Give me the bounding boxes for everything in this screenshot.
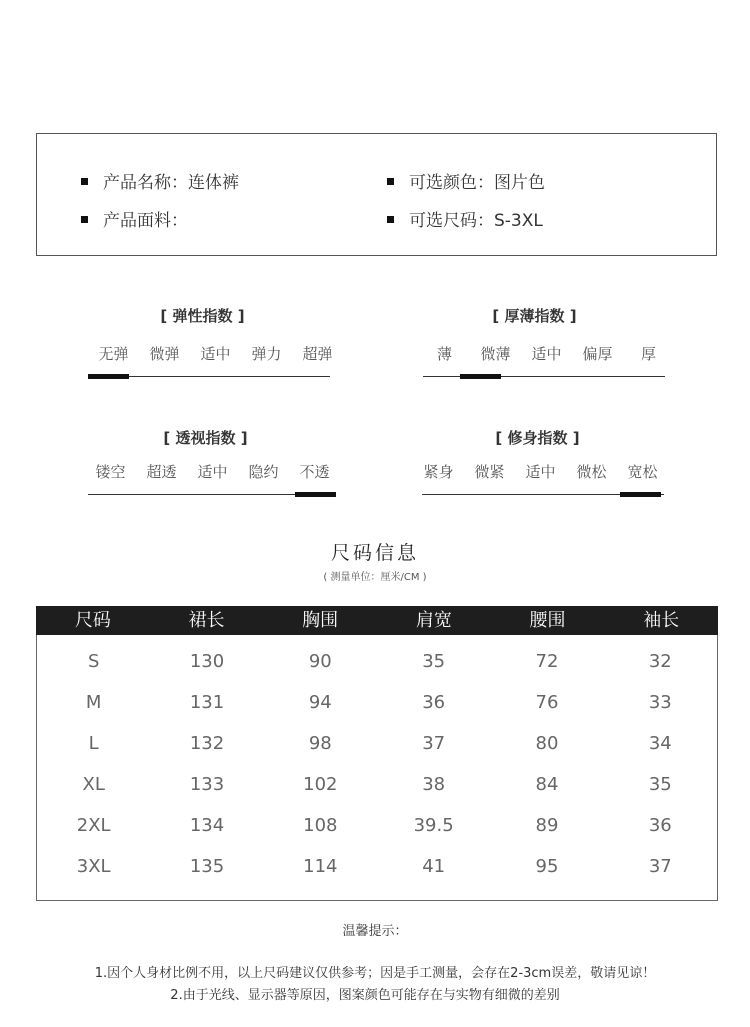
thickness-scale [419, 343, 674, 364]
table-cell: 131 [189, 692, 225, 713]
fit-scale [413, 461, 668, 482]
product-name: 产品名称：连体裤 [103, 173, 239, 193]
transparency-option: 超透 [146, 463, 177, 481]
table-cell: 94 [308, 692, 332, 713]
table-cell: 135 [189, 856, 225, 877]
table-cell: 89 [535, 815, 559, 836]
table-cell: 102 [303, 774, 338, 795]
thickness-option: 适中 [531, 345, 562, 363]
table-row [37, 641, 717, 682]
table-cell: 35 [422, 651, 446, 672]
size-table [36, 606, 718, 901]
transparency-scale [85, 461, 340, 482]
bullet-icon [387, 216, 394, 223]
transparency-option: 不透 [299, 463, 330, 481]
elasticity-option: 适中 [200, 345, 231, 363]
fit-option: 微紧 [474, 463, 505, 481]
fit-index-title: [ 修身指数 ] [495, 429, 580, 447]
table-cell: 134 [189, 815, 225, 836]
fit-option: 微松 [576, 463, 607, 481]
table-cell: 37 [422, 733, 446, 754]
elasticity-option: 弹力 [251, 345, 282, 363]
elasticity-option: 超弹 [302, 345, 333, 363]
elasticity-scale [88, 343, 343, 364]
table-cell: 76 [535, 692, 559, 713]
table-cell: 84 [535, 774, 559, 795]
tips-title: 温馨提示： [342, 924, 408, 939]
elasticity-option: 无弹 [98, 345, 129, 363]
size-unit-note: ( 测量单位：厘米/CM ) [323, 572, 427, 583]
thickness-marker [460, 374, 501, 379]
table-cell: 72 [535, 651, 559, 672]
table-cell: 130 [189, 651, 225, 672]
fit-marker [620, 492, 661, 497]
table-row [37, 764, 717, 805]
product-size-range: 可选尺码：S-3XL [409, 211, 543, 231]
column-header: 尺码 [74, 610, 111, 631]
fit-option: 适中 [525, 463, 556, 481]
table-cell: 80 [535, 733, 559, 754]
table-cell: 114 [303, 856, 338, 877]
transparency-option: 适中 [197, 463, 228, 481]
column-header: 腰围 [529, 610, 566, 631]
thickness-option: 薄 [436, 345, 452, 363]
table-cell: 3XL [76, 856, 111, 877]
table-cell: 90 [308, 651, 332, 672]
thickness-option: 厚 [640, 345, 656, 363]
table-row [37, 682, 717, 723]
product-fabric: 产品面料： [103, 211, 188, 231]
thickness-index-title: [ 厚薄指数 ] [492, 307, 577, 325]
table-cell: 34 [648, 733, 672, 754]
column-header: 裙长 [188, 610, 225, 631]
table-cell: 108 [303, 815, 338, 836]
size-info-title: 尺码信息 [330, 542, 419, 564]
product-name-row [81, 168, 239, 193]
table-cell: L [88, 733, 99, 754]
bullet-icon [81, 178, 88, 185]
table-row [37, 805, 717, 846]
table-cell: 36 [422, 692, 446, 713]
table-cell: 2XL [76, 815, 111, 836]
bullet-icon [81, 216, 88, 223]
column-header: 肩宽 [415, 610, 452, 631]
table-header [36, 606, 718, 635]
transparency-index-title: [ 透视指数 ] [163, 429, 248, 447]
column-header: 袖长 [643, 610, 680, 631]
table-cell: XL [82, 774, 105, 795]
table-cell: 39.5 [413, 815, 454, 836]
column-header: 胸围 [302, 610, 339, 631]
thickness-option: 微薄 [480, 345, 511, 363]
fit-option: 紧身 [423, 463, 454, 481]
table-cell: 32 [648, 651, 672, 672]
table-cell: 95 [535, 856, 559, 877]
table-cell: 98 [308, 733, 332, 754]
table-cell: 133 [189, 774, 225, 795]
tip-line-2: 2.由于光线、显示器等原因，图案颜色可能存在与实物有细微的差别 [170, 988, 560, 1003]
table-cell: 35 [648, 774, 672, 795]
table-cell: 38 [422, 774, 446, 795]
elasticity-option: 微弹 [149, 345, 180, 363]
table-cell: S [87, 651, 100, 672]
table-cell: 41 [422, 856, 446, 877]
product-size-row [387, 206, 543, 231]
table-cell: 36 [648, 815, 672, 836]
table-row [37, 723, 717, 764]
elasticity-marker [88, 374, 129, 379]
elasticity-index-title: [ 弹性指数 ] [160, 307, 245, 325]
tip-line-1: 1.因个人身材比例不用，以上尺码建议仅供参考；因是手工测量，会存在2-3cm误差，敬请见谅！ [94, 966, 656, 981]
transparency-option: 隐约 [248, 463, 279, 481]
table-cell: M [85, 692, 102, 713]
transparency-option: 镂空 [95, 463, 126, 481]
product-color: 可选颜色：图片色 [409, 173, 545, 193]
transparency-marker [295, 492, 336, 497]
bullet-icon [387, 178, 394, 185]
table-cell: 33 [648, 692, 672, 713]
product-color-row [387, 168, 545, 193]
product-fabric-row [81, 206, 188, 231]
table-cell: 37 [648, 856, 672, 877]
table-row [37, 846, 717, 887]
fit-option: 宽松 [627, 463, 658, 481]
table-cell: 132 [189, 733, 225, 754]
product-info-box [36, 133, 717, 256]
thickness-option: 偏厚 [582, 345, 613, 363]
